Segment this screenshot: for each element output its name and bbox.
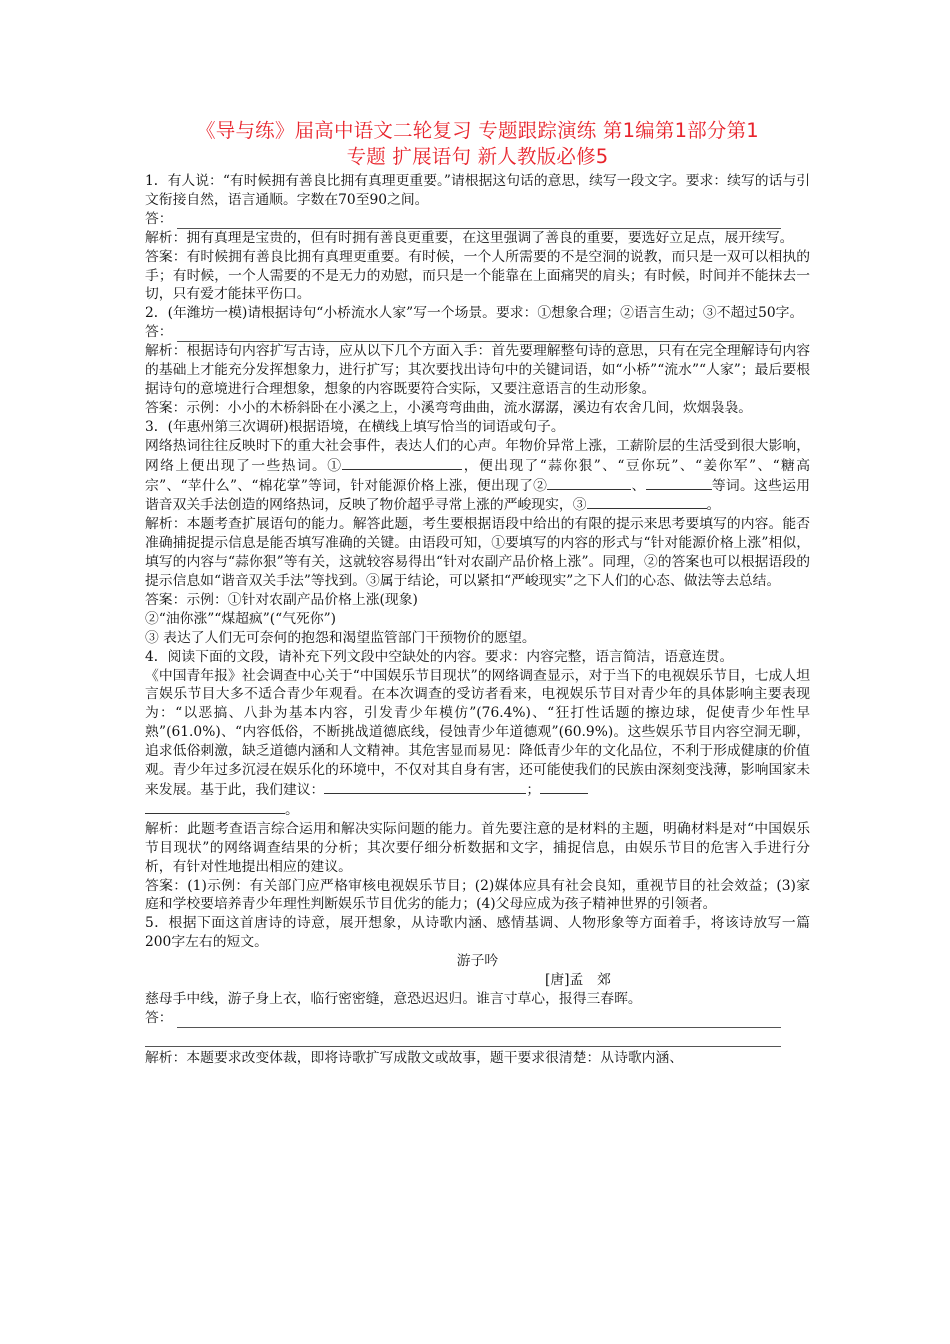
q3-blank-2a[interactable] [547,476,631,490]
title-line-2: 专题 扩展语句 新人教版必修5 [346,145,609,168]
q1-answer-line [145,210,810,229]
document-page [145,118,810,1068]
q5-poem-author: [唐]孟 郊 [545,972,611,989]
q5-question: 5．根据下面这首唐诗的诗意，展开想象，从诗歌内涵、感情基调、人物形象等方面着手，将该诗放写一篇200字左右的短文。 [145,915,810,951]
q5-analysis: 解析：本题要求改变体裁，即将诗歌扩写成散文或故事，题干要求很清楚：从诗歌内涵、 [145,1049,684,1066]
q4-blank-2b[interactable] [145,800,285,814]
q3-passage-b: ，便出现了“蒜你狠”、“豆你玩”、“姜你军”、“糖高宗”、“苹什么”、“棉花掌”等词，针对能源价格上涨，便出现了② [145,457,811,494]
q3-question: 3．(年惠州第三次调研)根据语境，在横线上填写恰当的词语或句子。 [145,418,565,435]
q4-analysis: 解析：此题考查语言综合运用和解决实际问题的能力。首先要注意的是材料的主题，明确材料是对“中国娱乐节目现状”的网络调查结果的分析；其次要仔细分析数据和文字，捕捉信息，由娱乐节目的危害入手进行分析，有针对性地提出相应的建议。 [145,820,810,875]
q3-analysis: 解析：本题考查扩展语句的能力。解答此题，考生要根据语段中给出的有限的提示来思考要填写的内容。能否准确捕捉提示信息是能否填写准确的关键。由语段可知，①要填写的内容的形式与“针对能源价格上涨”相似，填写的内容与“蒜你狠”等有关，这就较容易得出“针对农副产品价格上涨”。同理，②的答案也可以根据语段的提示信息如“谐音双关手法”等找到。③属于结论，可以紧扣“严峻现实”之下人们的心态、做法等去总结。 [145,516,810,590]
q4-question: 4．阅读下面的文段，请补充下列文段中空缺处的内容。要求：内容完整，语言简洁，语意连贯。 [145,648,734,665]
q3-passage-e: 。 [706,497,721,514]
q4-passage: 《中国青年报》社会调查中心关于“中国娱乐节目现状”的网络调查显示，对于当下的电视娱乐节目，七成人坦言娱乐节目大多不适合青少年观看。在本次调查的受访者看来，电视娱乐节目对青少年的具体影响主要表现为：“以恶搞、八卦为基本内容，引发青少年模仿”(76.4%)、“狂打性话题的擦边球，促使青少年性早熟”(61.0%)、“内容低俗，不断挑战道德底线，侵蚀青少年道德观”(60.9%)。这些娱乐节目内容空洞无聊，追求低俗刺激，缺乏道德内涵和人文精神。其危害显而易见：降低青少年的文化品位，不利于形成健康的价值观。青少年过多沉浸在娱乐化的环境中，不仅对其自身有害，还可能使我们的民族由深刻变浅薄，影响国家未来发展。基于此，我们建议： [145,667,810,798]
q3-answer-3: ③ 表达了人们无可奈何的抱怨和渴望监管部门干预物价的愿望。 [145,629,536,646]
q2-answer-label: 答： [145,324,173,341]
q5-answer-blank-1[interactable] [177,1013,781,1028]
q1-answer-label: 答： [145,210,173,227]
q1-answer-blank[interactable] [177,214,781,229]
q4-blank-1[interactable] [324,780,526,794]
q5-poem-title: 游子吟 [456,953,499,970]
q2-answer-blank[interactable] [177,327,781,342]
q2-analysis: 解析：根据诗句内容扩写古诗，应从以下几个方面入手：首先要理解整句诗的意思，只有在完全理解诗句内容的基础上才能充分发挥想象力，进行扩写；其次要找出诗句中的关键词语，如“小桥”“流水”“人家”；最后要根据诗句的意境进行合理想象，想象的内容既要符合实际，又要注意语言的生动形象。 [145,343,810,397]
q5-poem-body: 慈母手中线，游子身上衣，临行密密缝，意恐迟迟归。谁言寸草心，报得三春晖。 [145,990,642,1007]
q5-answer-line [145,1009,810,1028]
q3-passage-c: 、 [631,477,646,494]
q4-separator: ； [526,782,541,798]
q3-passage-a: 网络热词往往反映时下的重大社会事件，表达人们的心声。年物价异常上涨，工薪阶层的生活受到很大影响，网络上便出现了一些热词。① [145,437,810,474]
q3-blank-1[interactable] [342,456,462,470]
q3-passage [145,437,810,516]
q1-question: 1．有人说：“有时候拥有善良比拥有真理更重要。”请根据这句话的意思，续写一段文字。要求：续写的话与引文衔接自然，语言通顺。字数在70至90之间。 [145,173,810,208]
q3-answer-1: 答案：示例：①针对农副产品价格上涨(现象) [145,591,418,608]
q5-answer-label: 答： [145,1009,173,1026]
q1-analysis: 解析：拥有真理是宝贵的，但有时拥有善良更重要，在这里强调了善良的重要，要选好立足点，展开续写。 [145,229,794,246]
q4-end: 。 [285,801,299,818]
q3-answer-2: ②“油你涨”“煤超疯”(“气死你”) [145,610,337,627]
q4-passage-block [145,667,810,820]
q1-answer: 答案：有时候拥有善良比拥有真理更重要。有时候，一个人所需要的不是空洞的说教，而只是一双可以相执的手；有时候，一个人需要的不是无力的劝慰，而只是一个能靠在上面痛哭的肩头；有时候，时间并不能抹去一切，只有爱才能抹平伤口。 [145,248,810,303]
q3-passage-d: 等词。这些运用谐音双关手法创造的网络热词，反映了物价超乎寻常上涨的严峻现实，③ [145,477,811,514]
q2-answer-line [145,323,810,342]
q3-blank-3[interactable] [587,495,707,509]
title-line-1: 《导与练》届高中语文二轮复习 专题跟踪演练 第1编第1部分第1 [196,119,759,142]
q4-answer: 答案：(1)示例：有关部门应严格审核电视娱乐节目；(2)媒体应具有社会良知，重视节目的社会效益；(3)家庭和学校要培养青少年理性判断娱乐节目优劣的能力；(4)父母应成为孩子精神世界的引领者。 [145,877,810,913]
document-title [145,118,810,170]
q2-answer: 答案：示例：小小的木桥斜卧在小溪之上，小溪弯弯曲曲，流水潺潺，溪边有农舍几间，炊烟袅袅。 [145,399,753,416]
q2-question: 2．(年潍坊一模)请根据诗句“小桥流水人家”写一个场景。要求：①想象合理；②语言生动；③不超过50字。 [145,305,804,322]
q5-answer-blank-2[interactable] [145,1028,781,1047]
q4-blank-2a[interactable] [540,780,588,794]
q3-blank-2b[interactable] [646,476,712,490]
